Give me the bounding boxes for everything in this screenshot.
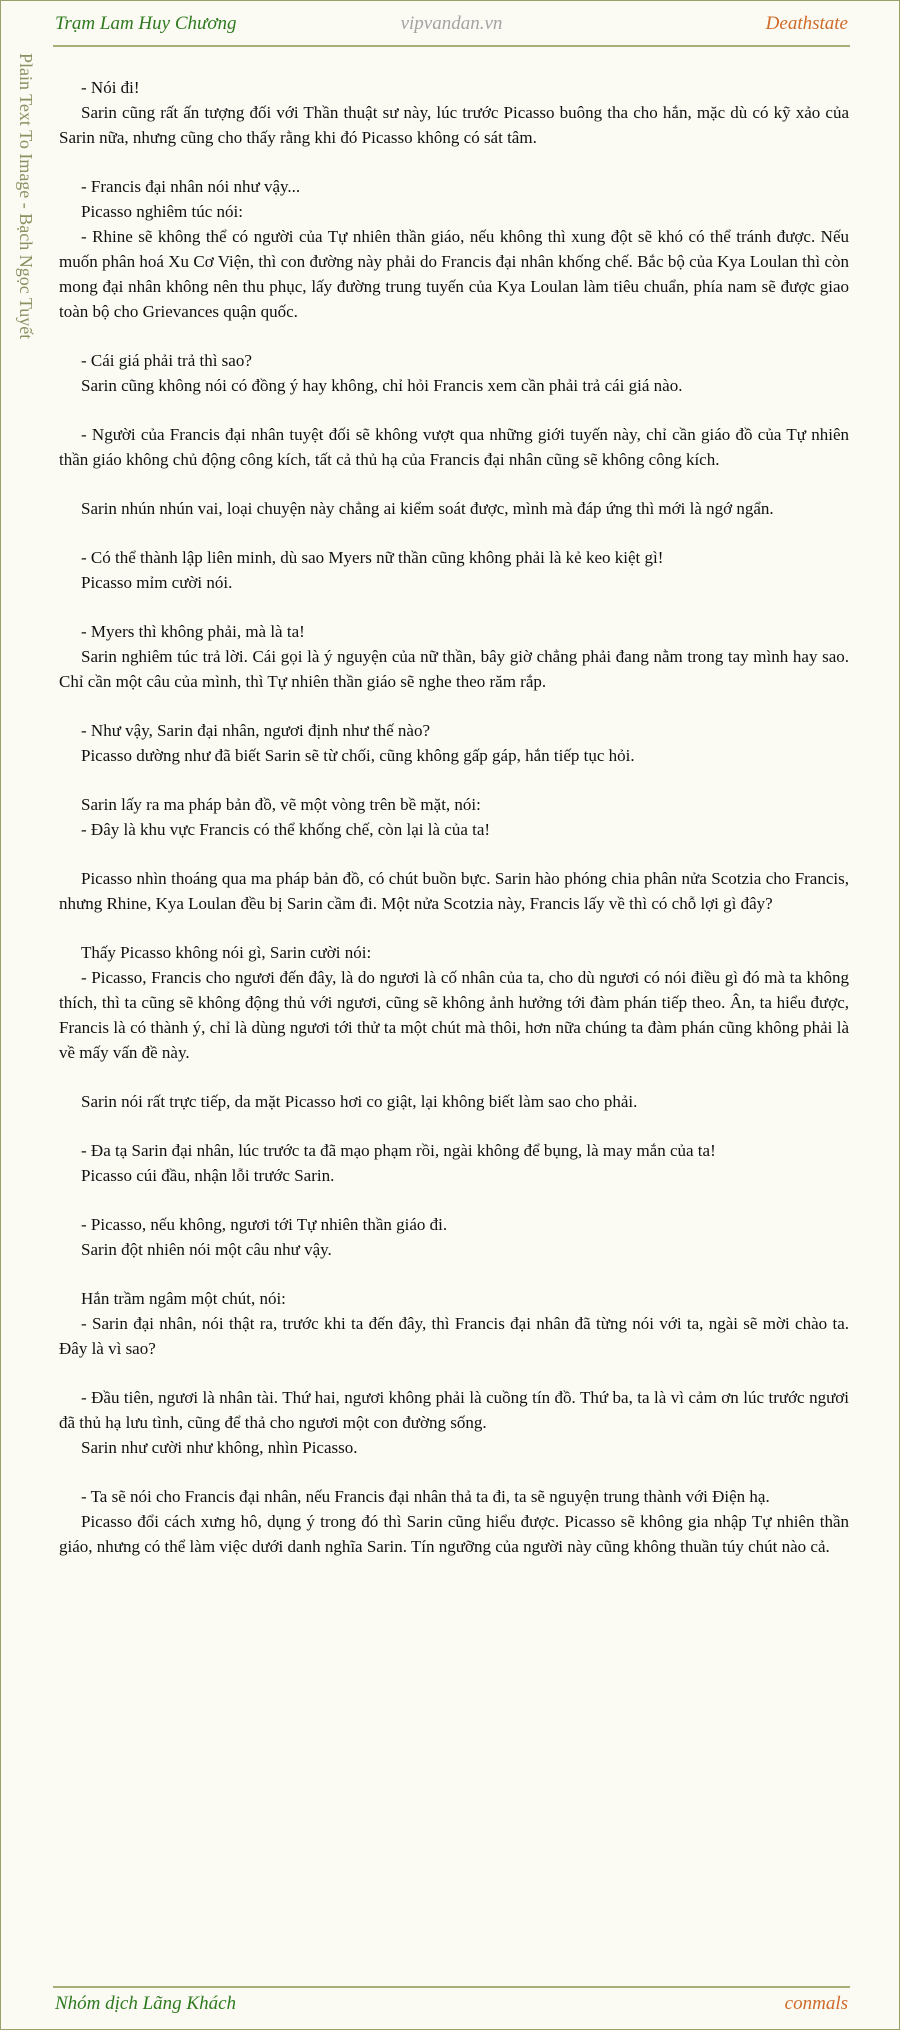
story-paragraph: Picasso đổi cách xưng hô, dụng ý trong đó thì Sarin cũng hiểu được. Picasso sẽ không gia nhập Tự nhiên thần giáo, nhưng có thể làm việc dưới danh nghĩa Sarin. Tín ngưỡng của người này cũng không thuần túy chút nào cả. bbox=[59, 1512, 849, 1556]
story-paragraph: Picasso dường như đã biết Sarin sẽ từ chối, cũng không gấp gáp, hắn tiếp tục hỏi. bbox=[81, 746, 635, 765]
footer-editor: conmals bbox=[784, 1993, 848, 2014]
header-site[interactable]: vipvandan.vn bbox=[400, 13, 503, 34]
paragraph-gap bbox=[59, 694, 849, 718]
side-watermark bbox=[13, 53, 39, 413]
paragraph-gap bbox=[59, 1262, 849, 1286]
story-paragraph: - Francis đại nhân nói như vậy... bbox=[81, 177, 301, 196]
paragraph-gap bbox=[59, 398, 849, 422]
story-paragraph: - Như vậy, Sarin đại nhân, ngươi định như thế nào? bbox=[81, 721, 431, 740]
story-text bbox=[59, 75, 849, 1559]
paragraph-gap bbox=[59, 150, 849, 174]
story-paragraph: - Ta sẽ nói cho Francis đại nhân, nếu Francis đại nhân thả ta đi, ta sẽ nguyện trung thành với Điện hạ. bbox=[81, 1487, 770, 1506]
story-paragraph: - Myers thì không phải, mà là ta! bbox=[81, 622, 305, 641]
paragraph-gap bbox=[59, 324, 849, 348]
side-label: Plain Text To Image - Bạch Ngọc Tuyết bbox=[16, 53, 36, 340]
story-paragraph: Sarin nghiêm túc trả lời. Cái gọi là ý nguyện của nữ thần, bây giờ chẳng phải đang nằm trong tay mình hay sao. Chỉ cần một câu của mình, thì Tự nhiên thần giáo sẽ nghe theo răm rắp. bbox=[59, 647, 849, 691]
story-paragraph: - Đa tạ Sarin đại nhân, lúc trước ta đã mạo phạm rồi, ngài không để bụng, là may mắn của ta! bbox=[81, 1141, 716, 1160]
paragraph-gap bbox=[59, 1188, 849, 1212]
paragraph-gap bbox=[59, 1460, 849, 1484]
paragraph-gap bbox=[59, 842, 849, 866]
story-paragraph: - Đầu tiên, ngươi là nhân tài. Thứ hai, ngươi không phải là cuồng tín đồ. Thứ ba, ta là vì cảm ơn lúc trước ngươi đã thủ hạ lưu tình, cũng để thả cho ngươi một con đường sống. bbox=[59, 1388, 849, 1432]
story-paragraph: Picasso nghiêm túc nói: bbox=[81, 202, 243, 221]
page-header bbox=[53, 11, 850, 43]
paragraph-gap bbox=[59, 1065, 849, 1089]
footer-translator: Nhóm dịch Lãng Khách bbox=[55, 1993, 237, 2014]
paragraph-gap bbox=[59, 1361, 849, 1385]
paragraph-gap bbox=[59, 595, 849, 619]
story-paragraph: - Picasso, Francis cho ngươi đến đây, là do ngươi là cố nhân của ta, cho dù ngươi có nói điều gì đó mà ta không thích, thì ta cũng sẽ không động thủ với ngươi, cũng sẽ không ảnh hưởng tới đàm phán tiếp theo. Ân, ta hiểu được, Francis là có thành ý, chỉ là dùng ngươi tới thử ta một chút mà thôi, hơn nữa chúng ta đàm phán cũng không phải là về mấy vấn đề này. bbox=[59, 968, 849, 1062]
story-paragraph: Hắn trầm ngâm một chút, nói: bbox=[81, 1289, 286, 1308]
story-paragraph: Sarin nói rất trực tiếp, da mặt Picasso hơi co giật, lại không biết làm sao cho phải. bbox=[81, 1092, 638, 1111]
paragraph-gap bbox=[59, 768, 849, 792]
footer-divider bbox=[53, 1986, 850, 1988]
story-paragraph: - Đây là khu vực Francis có thể khống chế, còn lại là của ta! bbox=[81, 820, 491, 839]
story-paragraph: Sarin như cười như không, nhìn Picasso. bbox=[81, 1438, 358, 1457]
story-paragraph: Picasso nhìn thoáng qua ma pháp bản đồ, có chút buồn bực. Sarin hào phóng chia phân nửa Scotzia cho Francis, nhưng Rhine, Kya Loulan đều bị Sarin cầm đi. Một nửa Scotzia này, Francis lấy về thì có chỗ lợi gì đây? bbox=[59, 869, 849, 913]
header-author: Deathstate bbox=[765, 13, 848, 34]
story-paragraph: Sarin cũng rất ấn tượng đối với Thần thuật sư này, lúc trước Picasso buông tha cho hắn, mặc dù có kỹ xảo của Sarin nữa, nhưng cũng cho thấy rằng khi đó Picasso không có sát tâm. bbox=[59, 103, 849, 147]
story-paragraph: - Cái giá phải trả thì sao? bbox=[81, 351, 252, 370]
paragraph-gap bbox=[59, 1114, 849, 1138]
story-paragraph: - Người của Francis đại nhân tuyệt đối sẽ không vượt qua những giới tuyến này, chỉ cần giáo đồ của Tự nhiên thần giáo không chủ động công kích, tất cả thủ hạ của Francis đại nhân cũng sẽ không công kích. bbox=[59, 425, 849, 469]
paragraph-gap bbox=[59, 916, 849, 940]
story-paragraph: Sarin lấy ra ma pháp bản đồ, vẽ một vòng trên bề mặt, nói: bbox=[81, 795, 481, 814]
story-paragraph: Thấy Picasso không nói gì, Sarin cười nói: bbox=[81, 943, 372, 962]
header-divider bbox=[53, 45, 850, 47]
story-paragraph: Picasso mỉm cười nói. bbox=[81, 573, 233, 592]
story-paragraph: - Rhine sẽ không thể có người của Tự nhiên thần giáo, nếu không thì xung đột sẽ khó có thể tránh được. Nếu muốn phân hoá Xu Cơ Viện, thì con đường này phải do Francis đại nhân khống chế. Bắc bộ của Kya Loulan thì còn mong đại nhân không nên thu phục, lấy đường trung tuyến của Kya Loulan làm tiêu chuẩn, phía nam sẽ được giao toàn bộ cho Grievances quận quốc. bbox=[59, 227, 849, 321]
story-paragraph: - Có thể thành lập liên minh, dù sao Myers nữ thần cũng không phải là kẻ keo kiệt gì! bbox=[81, 548, 664, 567]
story-paragraph: Sarin đột nhiên nói một câu như vậy. bbox=[81, 1240, 332, 1259]
paragraph-gap bbox=[59, 521, 849, 545]
header-title: Trạm Lam Huy Chương bbox=[55, 13, 237, 34]
page-footer bbox=[53, 1993, 850, 2023]
story-paragraph: Sarin nhún nhún vai, loại chuyện này chẳng ai kiểm soát được, mình mà đáp ứng thì mới là ngớ ngẩn. bbox=[81, 499, 774, 518]
story-paragraph: - Picasso, nếu không, ngươi tới Tự nhiên thần giáo đi. bbox=[81, 1215, 448, 1234]
paragraph-gap bbox=[59, 472, 849, 496]
story-paragraph: - Nói đi! bbox=[81, 78, 140, 97]
story-paragraph: - Sarin đại nhân, nói thật ra, trước khi ta đến đây, thì Francis đại nhân đã từng nói với ta, ngài sẽ mời chào ta. Đây là vì sao? bbox=[59, 1314, 849, 1358]
story-paragraph: Sarin cũng không nói có đồng ý hay không, chỉ hỏi Francis xem cần phải trả cái giá nào. bbox=[81, 376, 683, 395]
story-paragraph: Picasso cúi đầu, nhận lỗi trước Sarin. bbox=[81, 1166, 335, 1185]
